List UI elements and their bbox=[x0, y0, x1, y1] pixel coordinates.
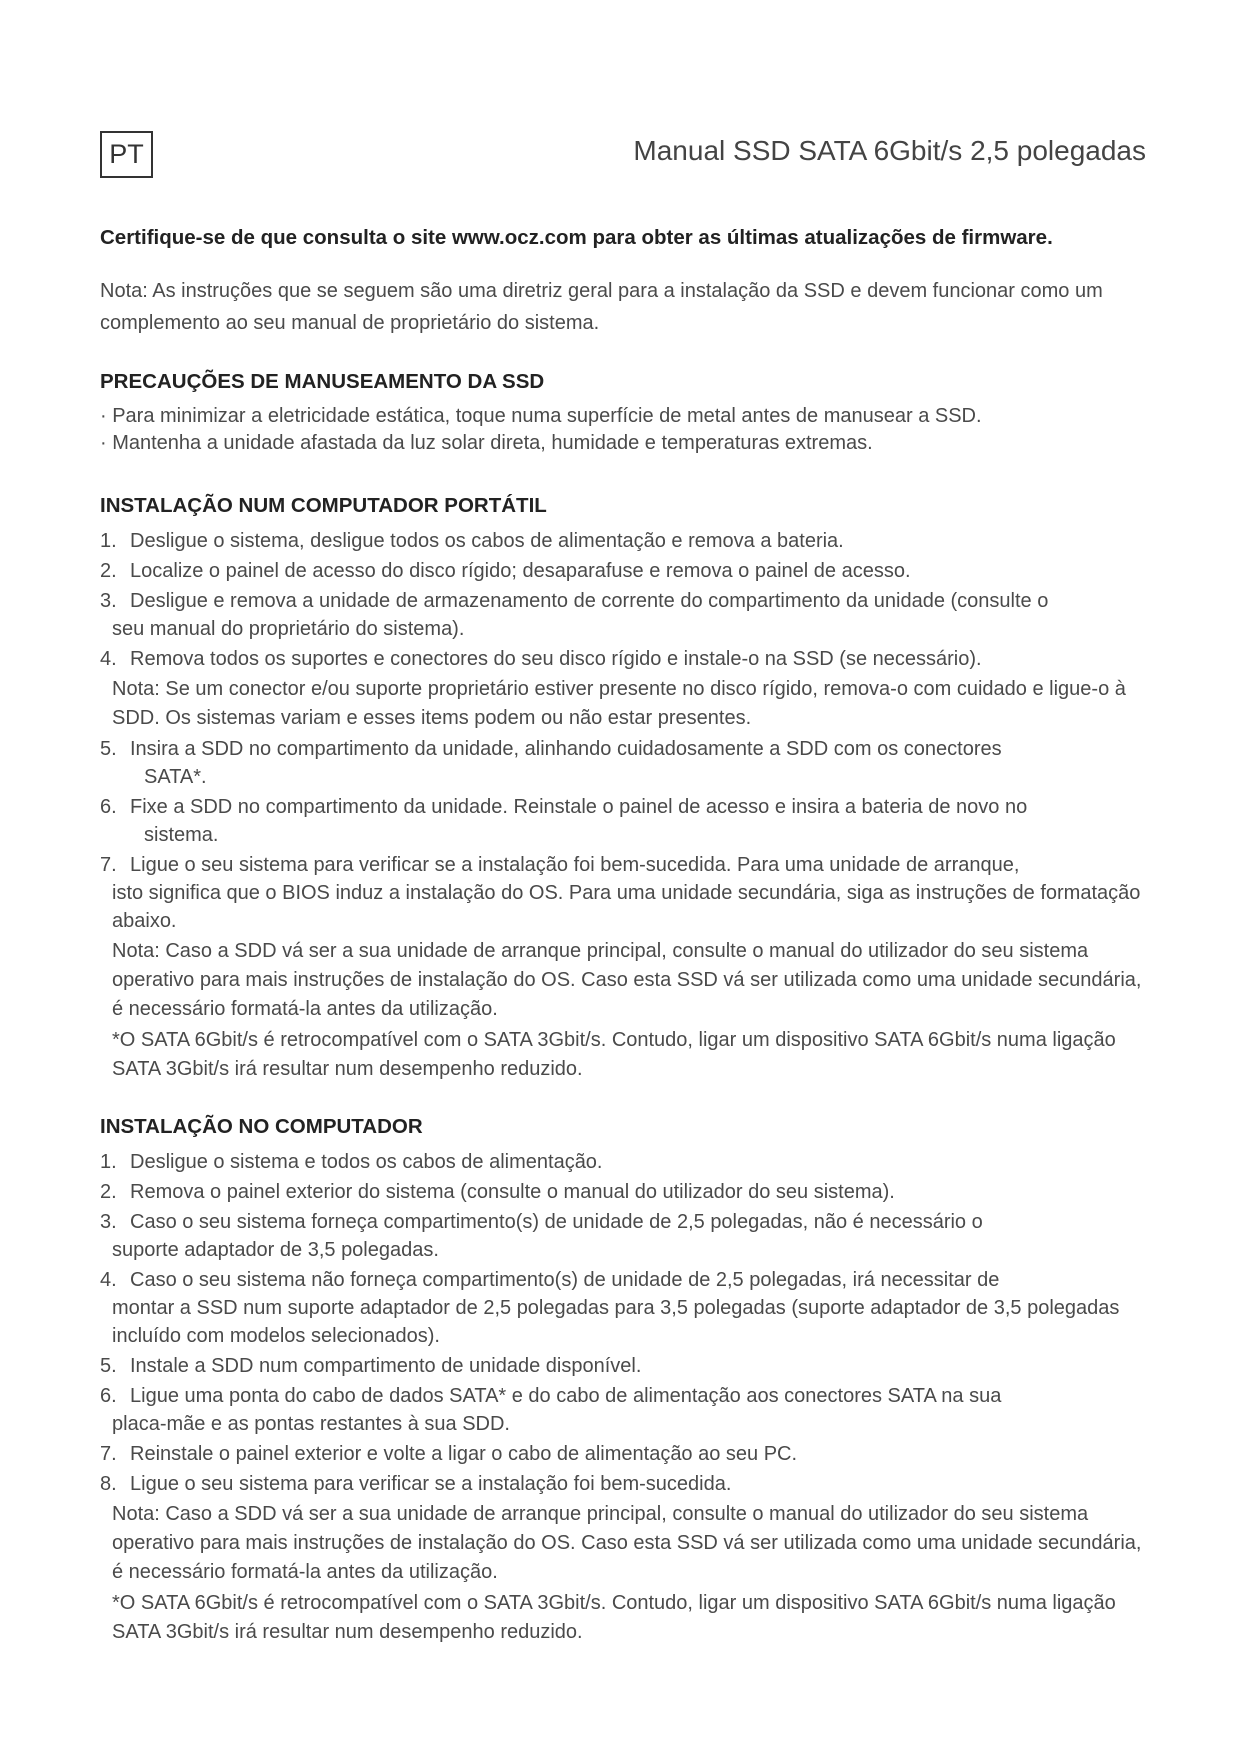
step-footnote: *O SATA 6Gbit/s é retrocompatível com o SATA 3Gbit/s. Contudo, ligar um dispositivo SATA 6Gbit/s numa ligação SATA 3Gbit/s irá resultar num desempenho reduzido. bbox=[112, 1029, 1116, 1080]
step-continuation: seu manual do proprietário do sistema). bbox=[112, 618, 465, 640]
step-text: Insira a SDD no compartimento da unidade, alinhando cuidadosamente a SDD com os conectores bbox=[130, 738, 1002, 760]
list-item bbox=[100, 851, 1150, 1084]
list-item bbox=[100, 645, 1150, 733]
step-continuation: sistema. bbox=[144, 824, 219, 846]
step-text: Fixe a SDD no compartimento da unidade. Reinstale o painel de acesso e insira a bateria de novo no bbox=[130, 796, 1028, 818]
step-text: Desligue e remova a unidade de armazenamento de corrente do compartimento da unidade (consulte o bbox=[130, 590, 1049, 612]
step-text: Desligue o sistema e todos os cabos de alimentação. bbox=[130, 1151, 603, 1173]
step-note: Nota: Caso a SDD vá ser a sua unidade de arranque principal, consulte o manual do utilizador do seu sistema operativo para mais instruções de instalação do OS. Caso esta SSD vá ser utilizada como uma unidade secundária, é necessário formatá-la antes da utilização. bbox=[112, 1503, 1142, 1583]
step-text: Ligue uma ponta do cabo de dados SATA* e do cabo de alimentação aos conectores SATA na sua bbox=[130, 1385, 1002, 1407]
list-item bbox=[100, 527, 1150, 555]
step-text: Localize o painel de acesso do disco rígido; desaparafuse e remova o painel de acesso. bbox=[130, 560, 911, 582]
list-item: · Mantenha a unidade afastada da luz solar direta, humidade e temperaturas extremas. bbox=[100, 430, 1150, 457]
step-note: Nota: Caso a SDD vá ser a sua unidade de arranque principal, consulte o manual do utilizador do seu sistema operativo para mais instruções de instalação do OS. Caso esta SSD vá ser utilizada como uma unidade secundária, é necessário formatá-la antes da utilização. bbox=[112, 940, 1142, 1020]
step-continuation: suporte adaptador de 3,5 polegadas. bbox=[112, 1239, 439, 1261]
language-badge: PT bbox=[100, 131, 153, 178]
step-footnote: *O SATA 6Gbit/s é retrocompatível com o SATA 3Gbit/s. Contudo, ligar um dispositivo SATA 6Gbit/s numa ligação SATA 3Gbit/s irá resultar num desempenho reduzido. bbox=[112, 1592, 1116, 1643]
list-item bbox=[100, 587, 1150, 643]
step-number: 6. bbox=[100, 796, 117, 818]
list-item bbox=[100, 557, 1150, 585]
step-text: Caso o seu sistema não forneça compartimento(s) de unidade de 2,5 polegadas, irá necessitar de bbox=[130, 1269, 1000, 1291]
step-number: 2. bbox=[100, 560, 117, 582]
step-number: 1. bbox=[100, 1151, 117, 1173]
step-text: Desligue o sistema, desligue todos os cabos de alimentação e remova a bateria. bbox=[130, 530, 844, 552]
intro-note: Nota: As instruções que se seguem são uma diretriz geral para a instalação da SSD e devem funcionar como um complemento ao seu manual de proprietário do sistema. bbox=[100, 280, 1103, 334]
step-text: Remova o painel exterior do sistema (consulte o manual do utilizador do seu sistema). bbox=[130, 1181, 895, 1203]
step-text: Caso o seu sistema forneça compartimento(s) de unidade de 2,5 polegadas, não é necessário o bbox=[130, 1211, 983, 1233]
step-note: Nota: Se um conector e/ou suporte proprietário estiver presente no disco rígido, remova-o com cuidado e ligue-o à SDD. Os sistemas variam e esses items podem ou não estar presentes. bbox=[112, 678, 1126, 729]
step-continuation: placa-mãe e as pontas restantes à sua SDD. bbox=[112, 1413, 510, 1435]
step-number: 5. bbox=[100, 738, 117, 760]
step-number: 2. bbox=[100, 1181, 117, 1203]
document-body bbox=[100, 223, 1150, 1649]
step-text: Reinstale o painel exterior e volte a ligar o cabo de alimentação ao seu PC. bbox=[130, 1443, 798, 1465]
list-item bbox=[100, 1208, 1150, 1264]
step-continuation: isto significa que o BIOS induz a instalação do OS. Para uma unidade secundária, siga as instruções de formatação abaixo. bbox=[112, 882, 1141, 932]
step-number: 7. bbox=[100, 854, 117, 876]
step-number: 1. bbox=[100, 530, 117, 552]
step-continuation: montar a SSD num suporte adaptador de 2,5 polegadas para 3,5 polegadas (suporte adaptador de 3,5 polegadas incluído com modelos selecionados). bbox=[112, 1297, 1120, 1347]
step-text: Remova todos os suportes e conectores do seu disco rígido e instale-o na SSD (se necessário). bbox=[130, 648, 982, 670]
list-item: · Para minimizar a eletricidade estática, toque numa superfície de metal antes de manusear a SSD. bbox=[100, 403, 1150, 430]
laptop-steps bbox=[100, 527, 1150, 1084]
step-number: 4. bbox=[100, 648, 117, 670]
list-item bbox=[100, 1382, 1150, 1438]
step-number: 6. bbox=[100, 1385, 117, 1407]
step-number: 4. bbox=[100, 1269, 117, 1291]
list-item bbox=[100, 1352, 1150, 1380]
list-item bbox=[100, 1266, 1150, 1350]
precautions-list bbox=[100, 403, 1150, 457]
desktop-steps bbox=[100, 1148, 1150, 1647]
step-number: 3. bbox=[100, 1211, 117, 1233]
step-number: 8. bbox=[100, 1473, 117, 1495]
step-text: Instale a SDD num compartimento de unidade disponível. bbox=[130, 1355, 642, 1377]
list-item bbox=[100, 1148, 1150, 1176]
step-number: 7. bbox=[100, 1443, 117, 1465]
step-text: Ligue o seu sistema para verificar se a instalação foi bem-sucedida. bbox=[130, 1473, 732, 1495]
step-text: Ligue o seu sistema para verificar se a instalação foi bem-sucedida. Para uma unidade de arranque, bbox=[130, 854, 1020, 876]
list-item bbox=[100, 735, 1150, 791]
precautions-heading: PRECAUÇÕES DE MANUSEAMENTO DA SSD bbox=[100, 370, 545, 393]
step-continuation: SATA*. bbox=[144, 766, 207, 788]
step-number: 3. bbox=[100, 590, 117, 612]
list-item bbox=[100, 1440, 1150, 1468]
step-number: 5. bbox=[100, 1355, 117, 1377]
desktop-heading: INSTALAÇÃO NO COMPUTADOR bbox=[100, 1115, 423, 1138]
list-item bbox=[100, 1178, 1150, 1206]
laptop-heading: INSTALAÇÃO NUM COMPUTADOR PORTÁTIL bbox=[100, 494, 547, 517]
list-item bbox=[100, 793, 1150, 849]
firmware-notice: Certifique-se de que consulta o site www.ocz.com para obter as últimas atualizações de firmware. bbox=[100, 226, 1053, 249]
list-item bbox=[100, 1470, 1150, 1647]
document-title: Manual SSD SATA 6Gbit/s 2,5 polegadas bbox=[633, 135, 1146, 166]
